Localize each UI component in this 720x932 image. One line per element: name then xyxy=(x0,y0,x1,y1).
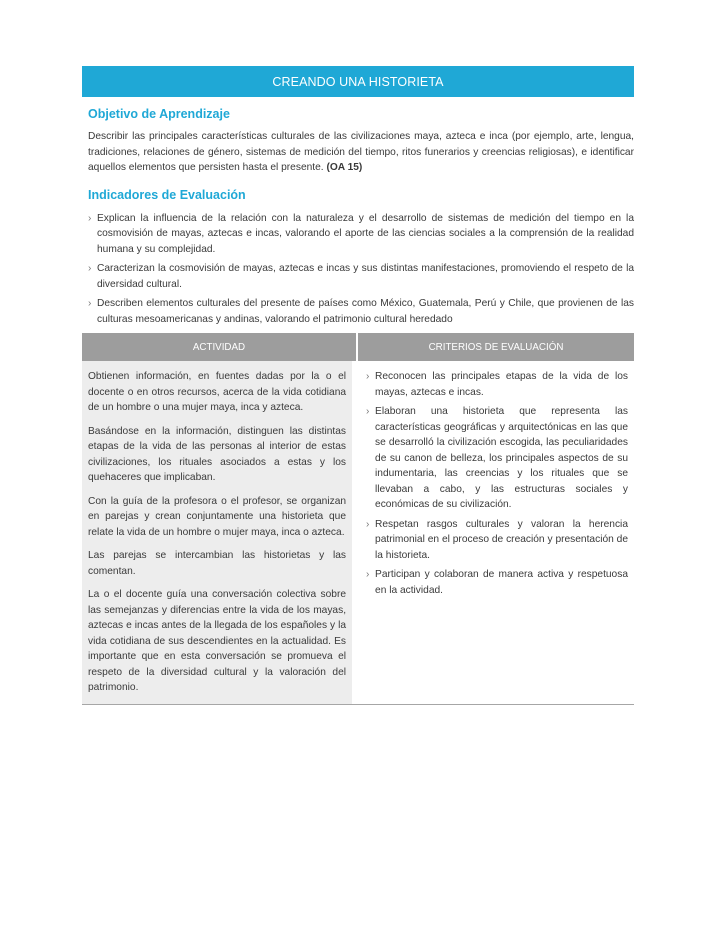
bullet-icon: › xyxy=(366,371,370,382)
indicador-item xyxy=(88,261,634,292)
criterio-item xyxy=(366,517,628,564)
indicador-text: Describen elementos culturales del presente de países como México, Guatemala, Perú y Chile, que provienen de las culturas mesoamericanas y andinas, valorando el patrimonio cultural heredado xyxy=(97,298,634,325)
indicadores-heading: Indicadores de Evaluación xyxy=(88,187,246,202)
banner-title: CREANDO UNA HISTORIETA xyxy=(272,74,444,89)
criterios-list xyxy=(366,369,628,598)
header-actividad: ACTIVIDAD xyxy=(82,333,356,361)
actividad-paragraph: Basándose en la información, distinguen las distintas etapas de la vida de las personas al interior de estas civilizaciones, los rituales asociados a estas y los quehaceres que implicaban. xyxy=(88,425,347,483)
bullet-icon: › xyxy=(88,212,92,224)
indicadores-list xyxy=(82,211,634,328)
title-banner xyxy=(82,66,634,97)
bullet-icon: › xyxy=(366,518,370,530)
objetivo-body: Describir las principales características culturales de las civilizaciones maya, azteca e inca (por ejemplo, arte, lengua, tradiciones, relaciones de género, sistemas de medición del tiempo, ritos funerarios y creencias religiosas), e identificar aquellos elementos que persisten hasta el presente. xyxy=(88,131,634,173)
table-body xyxy=(82,361,634,704)
objetivo-heading: Objetivo de Aprendizaje xyxy=(88,107,230,121)
bullet-icon: › xyxy=(366,569,370,580)
actividad-paragraph: Con la guía de la profesora o el profesor, se organizan en parejas y crean conjuntamente una historieta que relate la vida de un hombre o mujer maya, inca o azteca. xyxy=(88,495,347,538)
criterios-column xyxy=(352,361,634,704)
bullet-icon: › xyxy=(88,263,92,274)
bullet-icon: › xyxy=(88,298,92,309)
indicador-text: Explican la influencia de la relación con la naturaleza y el desarrollo de sistemas de medición del tiempo en la cosmovisión de mayas, aztecas e incas, valorando el aporte de las ciencias sociales a la comprensión de la realidad humana y su complejidad. xyxy=(97,212,634,255)
objetivo-text xyxy=(82,129,634,176)
actividad-column xyxy=(82,361,352,704)
actividad-paragraph: Obtienen información, en fuentes dadas por la o el docente o en otros recursos, acerca de la vida cotidiana de un hombre o una mujer maya, inca y azteca. xyxy=(88,371,347,413)
criterio-item xyxy=(366,567,628,598)
actividad-paragraph: Las parejas se intercambian las historietas y las comentan. xyxy=(88,550,347,577)
page-content xyxy=(82,66,634,705)
actividad-paragraph: La o el docente guía una conversación colectiva sobre las semejanzas y diferencias entre la vida de los mayas, aztecas e incas antes de la llegada de los españoles y la vida cotidiana de sus descendientes en la actualidad. Es importante que en esta conversación se promueva el respeto de la diversidad cultural y la valoración del patrimonio. xyxy=(88,589,347,693)
indicador-text: Caracterizan la cosmovisión de mayas, aztecas e incas y sus distintas manifestaciones, promoviendo el respeto de la diversidad cultural. xyxy=(97,263,634,290)
criterio-item xyxy=(366,369,628,400)
activity-table xyxy=(82,333,634,705)
indicador-item xyxy=(88,296,634,327)
criterio-text: Participan y colaboran de manera activa y respetuosa en la actividad. xyxy=(375,569,628,596)
criterio-text: Elaboran una historieta que representa las características geográficas y arquitectónicas en las que se desarrolló la civilización escogida, las peculiaridades de su canon de belleza, los principales aspectos de su indumentaria, las creencias y los rituales que se llevaban a cabo, y las estructuras sociales y económicas de su civilización. xyxy=(375,406,628,510)
objetivo-code: (OA 15) xyxy=(326,162,363,173)
bullet-icon: › xyxy=(366,406,370,417)
criterio-text: Reconocen las principales etapas de la vida de los mayas, aztecas e incas. xyxy=(375,371,628,398)
criterio-text: Respetan rasgos culturales y valoran la herencia patrimonial en el proceso de creación y presentación de la historieta. xyxy=(375,518,628,561)
header-criterios: CRITERIOS DE EVALUACIÓN xyxy=(358,333,634,361)
indicador-item xyxy=(88,211,634,258)
criterio-item xyxy=(366,404,628,513)
table-header xyxy=(82,333,634,361)
